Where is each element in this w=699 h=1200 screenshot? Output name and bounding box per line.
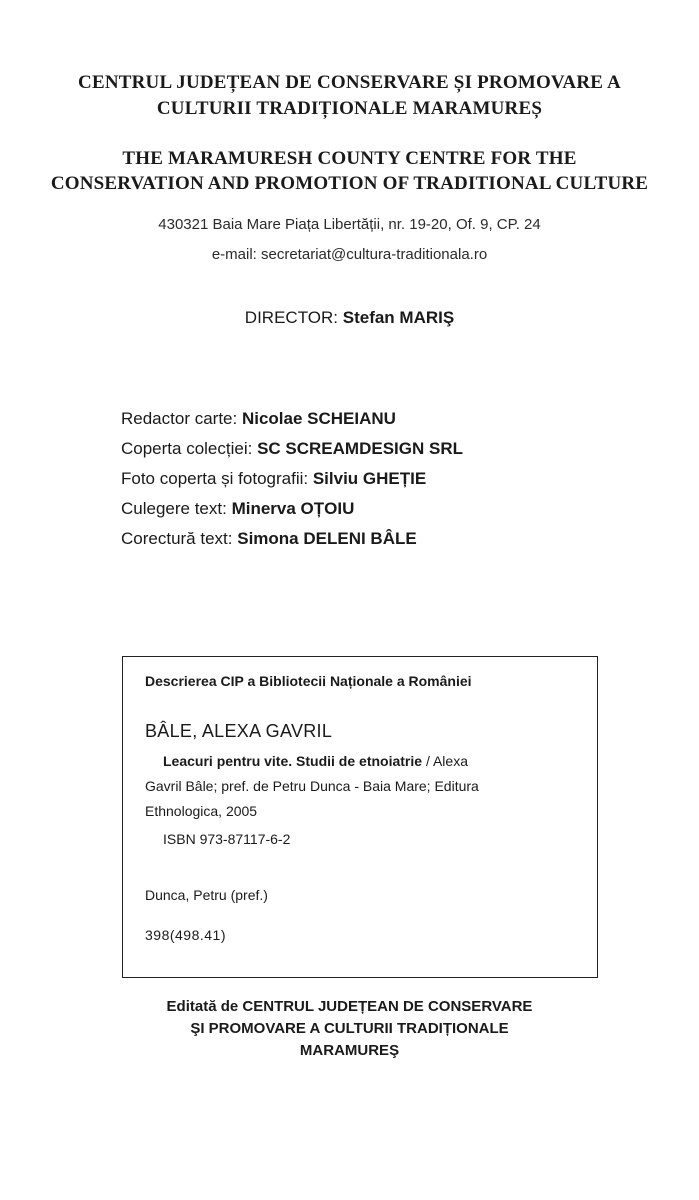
cip-description-box	[122, 656, 598, 978]
credit-typesetting	[121, 494, 463, 524]
credit-name: Minerva OȚOIU	[231, 499, 355, 518]
cip-isbn: ISBN 973-87117-6-2	[163, 831, 291, 847]
edition-note-line1: Editată de CENTRUL JUDEȚEAN DE CONSERVARE	[166, 998, 533, 1015]
credit-proofreading	[121, 524, 463, 554]
cip-heading: Descrierea CIP a Bibliotecii Naționale a României	[145, 673, 472, 689]
credit-name: Simona DELENI BÂLE	[237, 529, 417, 548]
edition-note-line2: ŞI PROMOVARE A CULTURII TRADIȚIONALE	[190, 1020, 509, 1037]
credit-cover	[121, 434, 463, 464]
cip-desc-tail: / Alexa	[425, 753, 468, 769]
credit-label: Coperta colecției:	[121, 439, 253, 458]
cip-classification: 398(498.41)	[145, 927, 227, 943]
credits-list	[121, 404, 463, 554]
publisher-email: e-mail: secretariat@cultura-traditionala.ro	[211, 246, 488, 263]
cip-author: BÂLE, ALEXA GAVRIL	[145, 721, 333, 741]
director-line	[0, 308, 699, 328]
publisher-address: 430321 Baia Mare Piața Libertății, nr. 19-20, Of. 9, CP. 24	[158, 216, 541, 233]
cip-desc-line2: Gavril Bâle; pref. de Petru Dunca - Baia Mare; Editura	[145, 778, 479, 794]
credit-name: Nicolae SCHEIANU	[241, 409, 396, 428]
publisher-name-ro-line2: CULTURII TRADIȚIONALE MARAMUREȘ	[156, 98, 543, 119]
director-label: DIRECTOR:	[244, 308, 338, 327]
credit-editor	[121, 404, 463, 434]
publisher-name-en-line1: THE MARAMURESH COUNTY CENTRE FOR THE	[122, 148, 577, 169]
publisher-name-ro-line1: CENTRUL JUDEȚEAN DE CONSERVARE ȘI PROMOVARE A	[78, 72, 621, 93]
edition-note	[0, 996, 699, 1062]
credit-label: Culegere text:	[121, 499, 227, 518]
cip-desc-line3: Ethnologica, 2005	[145, 803, 258, 819]
credit-name: SC SCREAMDESIGN SRL	[257, 439, 463, 458]
cip-title-line	[163, 753, 468, 769]
director-name: Stefan MARIŞ	[342, 308, 455, 327]
cip-added-entry: Dunca, Petru (pref.)	[145, 887, 268, 903]
cip-title: Leacuri pentru vite. Studii de etnoiatrie	[163, 753, 423, 769]
edition-note-line3: MARAMUREŞ	[299, 1042, 400, 1059]
credit-label: Foto coperta și fotografii:	[121, 469, 309, 488]
credit-photo	[121, 464, 463, 494]
credit-name: Silviu GHEȚIE	[312, 469, 427, 488]
credit-label: Redactor carte:	[121, 409, 238, 428]
credit-label: Corectură text:	[121, 529, 233, 548]
publisher-name-en-line2: CONSERVATION AND PROMOTION OF TRADITIONAL CULTURE	[50, 173, 649, 194]
